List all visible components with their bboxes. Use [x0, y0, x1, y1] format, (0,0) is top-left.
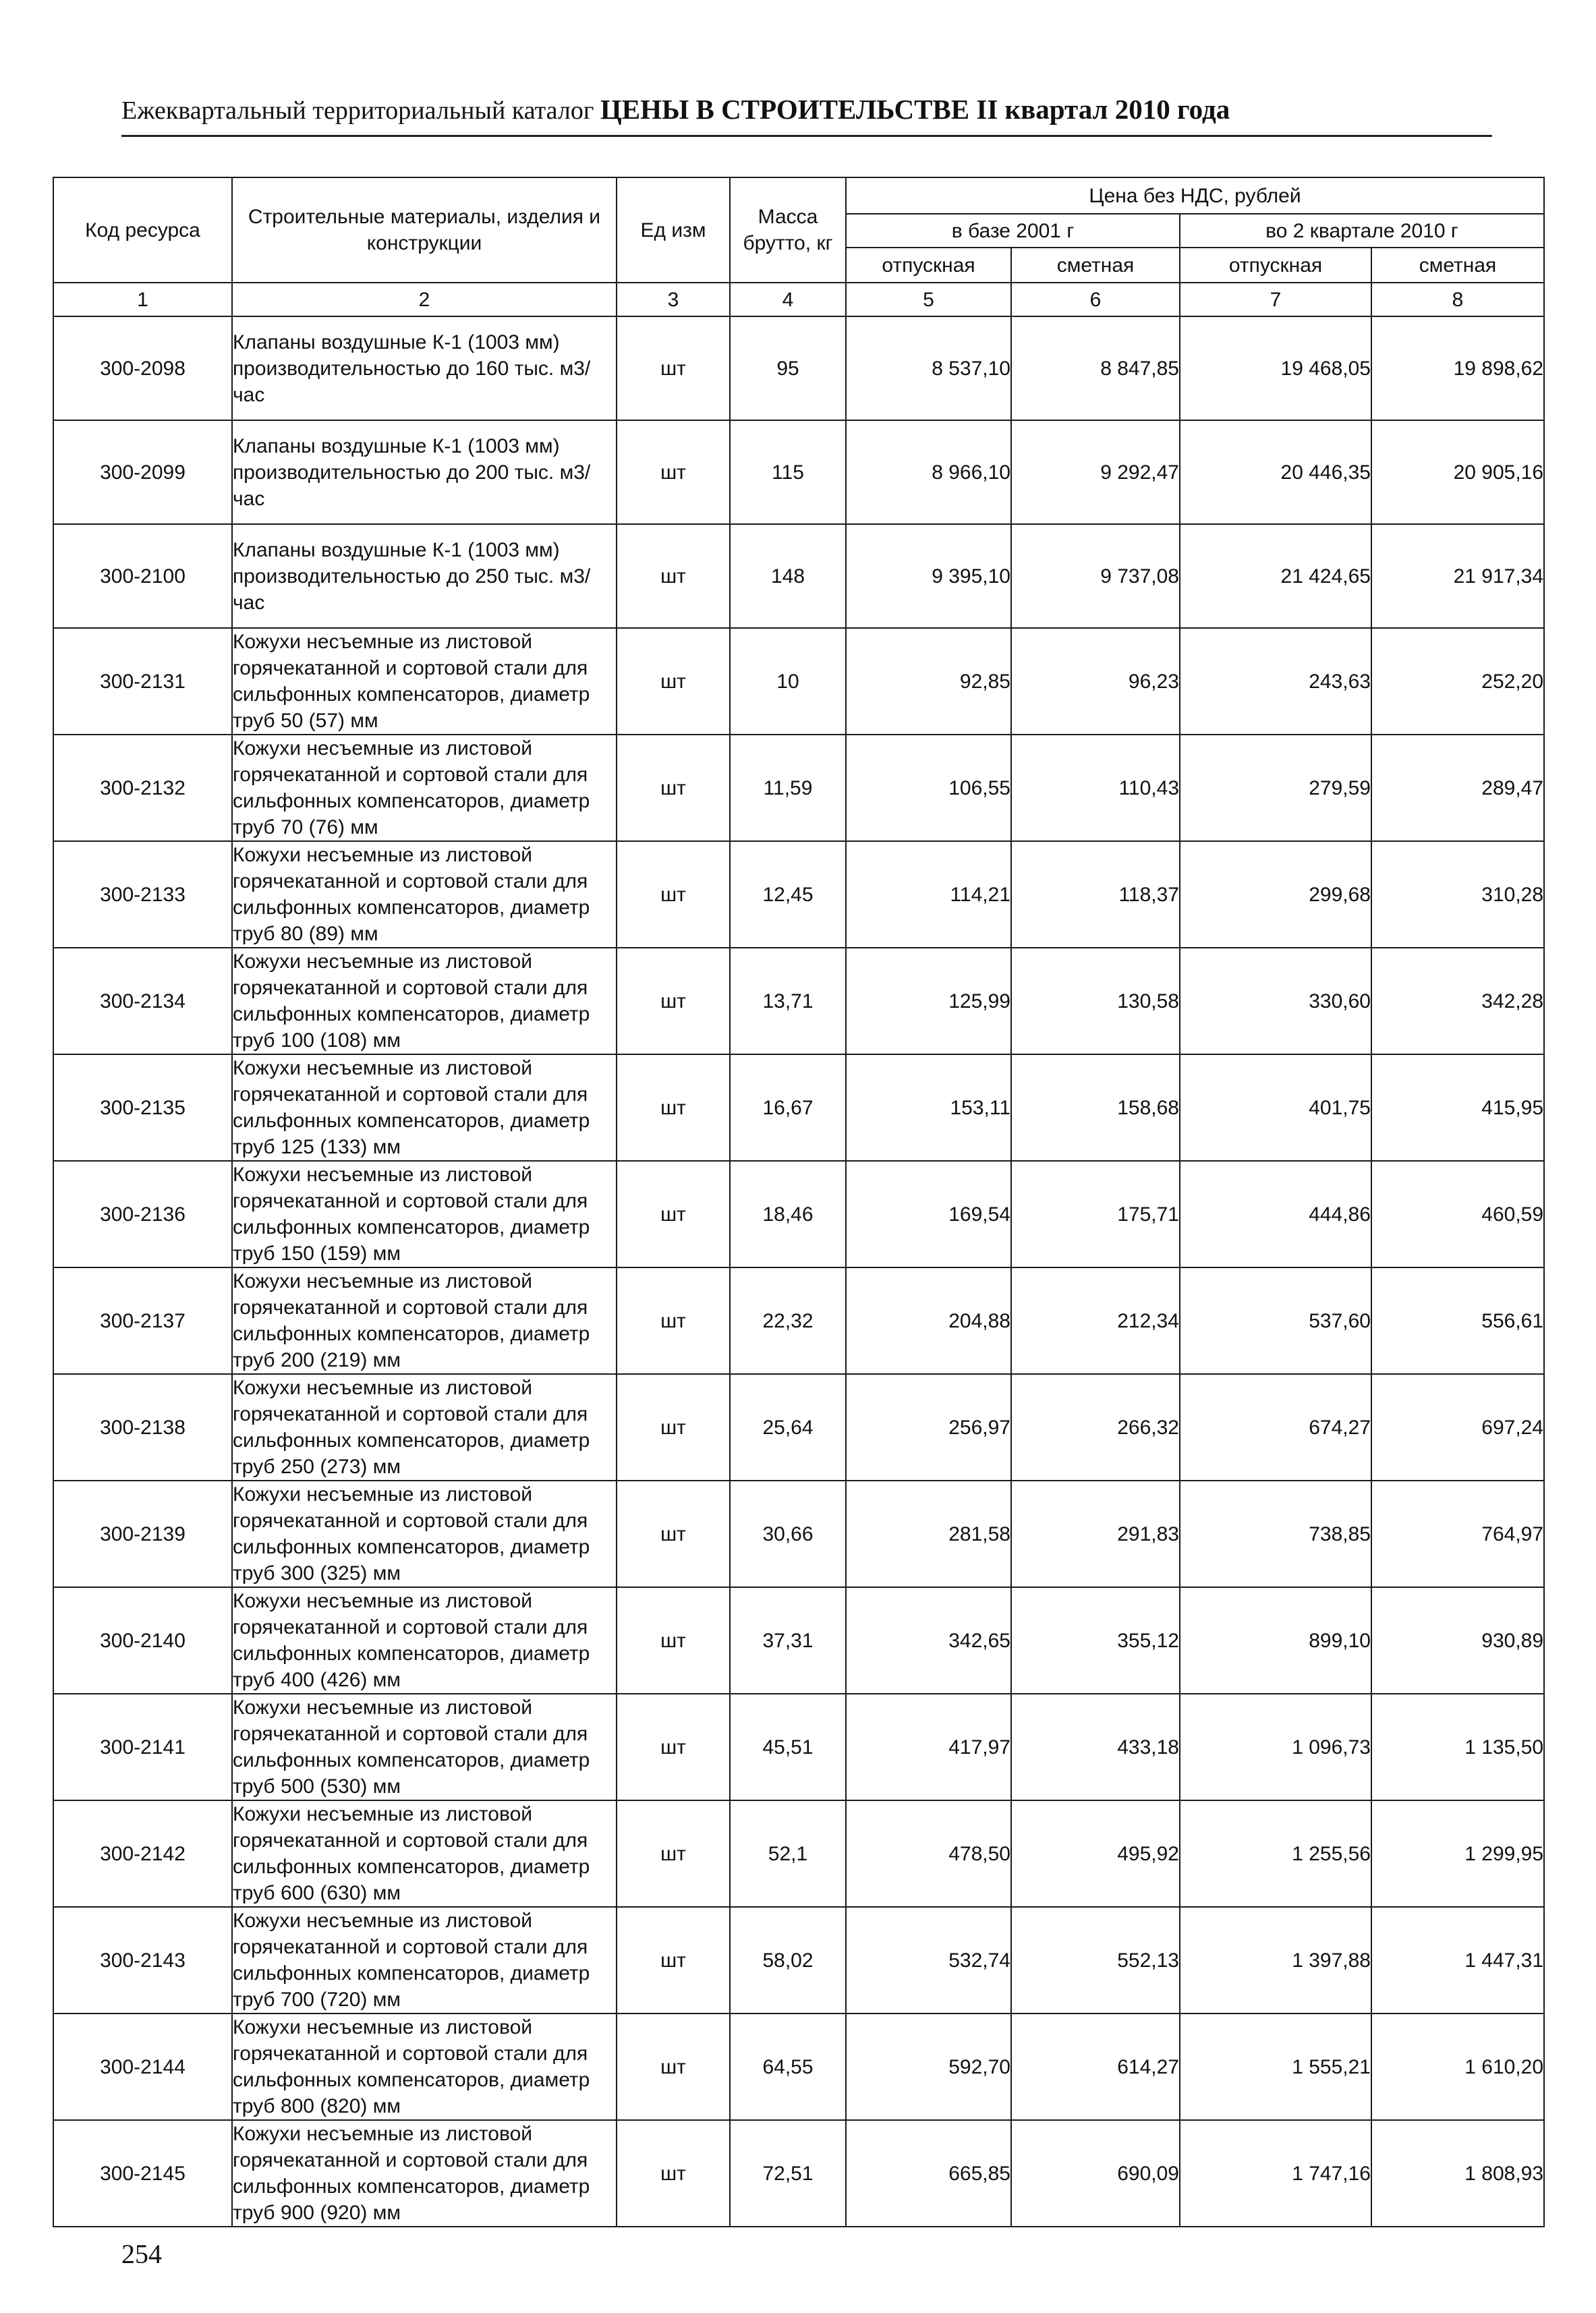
price-smet-2001-cell: 212,34 [1011, 1267, 1180, 1374]
price-smet-2001-cell: 291,83 [1011, 1481, 1180, 1587]
price-smet-2001-cell: 8 847,85 [1011, 316, 1180, 420]
price-otp-2010-cell: 20 446,35 [1180, 420, 1371, 524]
resource-code-cell: 300-2138 [53, 1374, 232, 1481]
price-smet-2001-cell: 552,13 [1011, 1907, 1180, 2014]
unit-cell: шт [617, 524, 730, 628]
price-otp-2010-cell: 899,10 [1180, 1587, 1371, 1694]
material-name-cell: Клапаны воздушные К-1 (1003 мм) производительностью до 250 тыс. м3/час [232, 524, 617, 628]
table-row [53, 1267, 1544, 1374]
price-otp-2001-cell: 256,97 [846, 1374, 1011, 1481]
price-otp-2001-cell: 153,11 [846, 1054, 1011, 1161]
mass-cell: 11,59 [730, 735, 846, 841]
mass-cell: 52,1 [730, 1800, 846, 1907]
header-mass: Масса брутто, кг [730, 177, 846, 283]
mass-cell: 64,55 [730, 2014, 846, 2120]
price-otp-2001-cell: 417,97 [846, 1694, 1011, 1800]
price-otp-2010-cell: 1 096,73 [1180, 1694, 1371, 1800]
price-otp-2001-cell: 204,88 [846, 1267, 1011, 1374]
header-price: Цена без НДС, рублей [846, 177, 1544, 214]
resource-code-cell: 300-2134 [53, 948, 232, 1054]
price-otp-2001-cell: 8 537,10 [846, 316, 1011, 420]
header-base-2001: в базе 2001 г [846, 214, 1180, 248]
price-otp-2001-cell: 9 395,10 [846, 524, 1011, 628]
price-otp-2010-cell: 1 555,21 [1180, 2014, 1371, 2120]
table-row [53, 735, 1544, 841]
unit-cell: шт [617, 316, 730, 420]
resource-code-cell: 300-2142 [53, 1800, 232, 1907]
price-otp-2010-cell: 537,60 [1180, 1267, 1371, 1374]
price-otp-2001-cell: 665,85 [846, 2120, 1011, 2227]
price-smet-2001-cell: 690,09 [1011, 2120, 1180, 2227]
header-q2-2010: во 2 квартале 2010 г [1180, 214, 1544, 248]
price-smet-2010-cell: 764,97 [1371, 1481, 1544, 1587]
column-number: 5 [846, 283, 1011, 316]
table-row [53, 1161, 1544, 1267]
mass-cell: 18,46 [730, 1161, 846, 1267]
table-row [53, 1374, 1544, 1481]
unit-cell: шт [617, 1267, 730, 1374]
unit-cell: шт [617, 735, 730, 841]
unit-cell: шт [617, 1907, 730, 2014]
price-smet-2010-cell: 310,28 [1371, 841, 1544, 948]
mass-cell: 37,31 [730, 1587, 846, 1694]
column-number: 2 [232, 283, 617, 316]
price-otp-2010-cell: 19 468,05 [1180, 316, 1371, 420]
table-row [53, 1054, 1544, 1161]
header-smet-2010: сметная [1371, 248, 1544, 283]
price-smet-2010-cell: 20 905,16 [1371, 420, 1544, 524]
column-number: 4 [730, 283, 846, 316]
resource-code-cell: 300-2145 [53, 2120, 232, 2227]
price-smet-2010-cell: 415,95 [1371, 1054, 1544, 1161]
table-row [53, 1694, 1544, 1800]
mass-cell: 115 [730, 420, 846, 524]
header-title: ЦЕНЫ В СТРОИТЕЛЬСТВЕ II квартал 2010 года [600, 94, 1230, 125]
price-smet-2001-cell: 130,58 [1011, 948, 1180, 1054]
column-number-row [53, 283, 1544, 316]
price-otp-2010-cell: 299,68 [1180, 841, 1371, 948]
material-name-cell: Кожухи несъемные из листовой горячекатанной и сортовой стали для сильфонных компенсаторов, диаметр труб 100 (108) мм [232, 948, 617, 1054]
material-name-cell: Кожухи несъемные из листовой горячекатанной и сортовой стали для сильфонных компенсаторов, диаметр труб 125 (133) мм [232, 1054, 617, 1161]
price-smet-2001-cell: 9 737,08 [1011, 524, 1180, 628]
mass-cell: 10 [730, 628, 846, 735]
price-otp-2010-cell: 279,59 [1180, 735, 1371, 841]
unit-cell: шт [617, 841, 730, 948]
resource-code-cell: 300-2139 [53, 1481, 232, 1587]
resource-code-cell: 300-2132 [53, 735, 232, 841]
price-otp-2001-cell: 281,58 [846, 1481, 1011, 1587]
unit-cell: шт [617, 1161, 730, 1267]
price-otp-2010-cell: 21 424,65 [1180, 524, 1371, 628]
price-otp-2010-cell: 738,85 [1180, 1481, 1371, 1587]
material-name-cell: Кожухи несъемные из листовой горячекатанной и сортовой стали для сильфонных компенсаторов, диаметр труб 900 (920) мм [232, 2120, 617, 2227]
price-otp-2001-cell: 8 966,10 [846, 420, 1011, 524]
material-name-cell: Кожухи несъемные из листовой горячекатанной и сортовой стали для сильфонных компенсаторов, диаметр труб 150 (159) мм [232, 1161, 617, 1267]
material-name-cell: Кожухи несъемные из листовой горячекатанной и сортовой стали для сильфонных компенсаторов, диаметр труб 80 (89) мм [232, 841, 617, 948]
mass-cell: 16,67 [730, 1054, 846, 1161]
material-name-cell: Кожухи несъемные из листовой горячекатанной и сортовой стали для сильфонных компенсаторов, диаметр труб 400 (426) мм [232, 1587, 617, 1694]
unit-cell: шт [617, 1374, 730, 1481]
table-row [53, 420, 1544, 524]
price-smet-2010-cell: 460,59 [1371, 1161, 1544, 1267]
unit-cell: шт [617, 948, 730, 1054]
price-otp-2010-cell: 1 397,88 [1180, 1907, 1371, 2014]
mass-cell: 72,51 [730, 2120, 846, 2227]
header-smet-2001: сметная [1011, 248, 1180, 283]
price-smet-2010-cell: 556,61 [1371, 1267, 1544, 1374]
price-otp-2010-cell: 1 255,56 [1180, 1800, 1371, 1907]
column-number: 6 [1011, 283, 1180, 316]
price-smet-2001-cell: 266,32 [1011, 1374, 1180, 1481]
price-smet-2001-cell: 110,43 [1011, 735, 1180, 841]
price-otp-2010-cell: 243,63 [1180, 628, 1371, 735]
price-smet-2010-cell: 1 447,31 [1371, 1907, 1544, 2014]
price-smet-2010-cell: 21 917,34 [1371, 524, 1544, 628]
mass-cell: 12,45 [730, 841, 846, 948]
resource-code-cell: 300-2136 [53, 1161, 232, 1267]
table-row [53, 628, 1544, 735]
header-unit: Ед изм [617, 177, 730, 283]
resource-code-cell: 300-2135 [53, 1054, 232, 1161]
price-otp-2001-cell: 169,54 [846, 1161, 1011, 1267]
price-smet-2010-cell: 1 299,95 [1371, 1800, 1544, 1907]
price-otp-2010-cell: 674,27 [1180, 1374, 1371, 1481]
price-otp-2010-cell: 1 747,16 [1180, 2120, 1371, 2227]
resource-code-cell: 300-2098 [53, 316, 232, 420]
header-code: Код ресурса [53, 177, 232, 283]
material-name-cell: Кожухи несъемные из листовой горячекатанной и сортовой стали для сильфонных компенсаторов, диаметр труб 50 (57) мм [232, 628, 617, 735]
unit-cell: шт [617, 1587, 730, 1694]
price-smet-2001-cell: 614,27 [1011, 2014, 1180, 2120]
table-row [53, 1907, 1544, 2014]
price-smet-2001-cell: 433,18 [1011, 1694, 1180, 1800]
unit-cell: шт [617, 1694, 730, 1800]
price-otp-2010-cell: 444,86 [1180, 1161, 1371, 1267]
unit-cell: шт [617, 420, 730, 524]
material-name-cell: Кожухи несъемные из листовой горячекатанной и сортовой стали для сильфонных компенсаторов, диаметр труб 300 (325) мм [232, 1481, 617, 1587]
price-smet-2001-cell: 96,23 [1011, 628, 1180, 735]
page-header [121, 93, 1491, 125]
price-otp-2010-cell: 401,75 [1180, 1054, 1371, 1161]
mass-cell: 25,64 [730, 1374, 846, 1481]
unit-cell: шт [617, 1800, 730, 1907]
price-otp-2001-cell: 342,65 [846, 1587, 1011, 1694]
material-name-cell: Кожухи несъемные из листовой горячекатанной и сортовой стали для сильфонных компенсаторов, диаметр труб 500 (530) мм [232, 1694, 617, 1800]
header-prefix: Ежеквартальный территориальный каталог [121, 96, 594, 125]
column-number: 1 [53, 283, 232, 316]
resource-code-cell: 300-2137 [53, 1267, 232, 1374]
table-row [53, 948, 1544, 1054]
material-name-cell: Кожухи несъемные из листовой горячекатанной и сортовой стали для сильфонных компенсаторов, диаметр труб 200 (219) мм [232, 1267, 617, 1374]
price-smet-2001-cell: 175,71 [1011, 1161, 1180, 1267]
resource-code-cell: 300-2131 [53, 628, 232, 735]
column-number: 7 [1180, 283, 1371, 316]
column-number: 8 [1371, 283, 1544, 316]
material-name-cell: Кожухи несъемные из листовой горячекатанной и сортовой стали для сильфонных компенсаторов, диаметр труб 700 (720) мм [232, 1907, 617, 2014]
table-row [53, 2120, 1544, 2227]
resource-code-cell: 300-2141 [53, 1694, 232, 1800]
material-name-cell: Кожухи несъемные из листовой горячекатанной и сортовой стали для сильфонных компенсаторов, диаметр труб 800 (820) мм [232, 2014, 617, 2120]
table-row [53, 524, 1544, 628]
column-number: 3 [617, 283, 730, 316]
table-row [53, 2014, 1544, 2120]
price-smet-2010-cell: 342,28 [1371, 948, 1544, 1054]
price-otp-2001-cell: 592,70 [846, 2014, 1011, 2120]
mass-cell: 58,02 [730, 1907, 846, 2014]
unit-cell: шт [617, 1481, 730, 1587]
price-smet-2001-cell: 158,68 [1011, 1054, 1180, 1161]
table-row [53, 841, 1544, 948]
material-name-cell: Кожухи несъемные из листовой горячекатанной и сортовой стали для сильфонных компенсаторов, диаметр труб 70 (76) мм [232, 735, 617, 841]
resource-code-cell: 300-2100 [53, 524, 232, 628]
unit-cell: шт [617, 1054, 730, 1161]
price-otp-2001-cell: 114,21 [846, 841, 1011, 948]
price-otp-2001-cell: 532,74 [846, 1907, 1011, 2014]
price-smet-2001-cell: 118,37 [1011, 841, 1180, 948]
header-name: Строительные материалы, изделия и конструкции [232, 177, 617, 283]
price-smet-2001-cell: 495,92 [1011, 1800, 1180, 1907]
price-smet-2010-cell: 289,47 [1371, 735, 1544, 841]
material-name-cell: Кожухи несъемные из листовой горячекатанной и сортовой стали для сильфонных компенсаторов, диаметр труб 250 (273) мм [232, 1374, 617, 1481]
table-row [53, 1587, 1544, 1694]
mass-cell: 95 [730, 316, 846, 420]
resource-code-cell: 300-2133 [53, 841, 232, 948]
price-table [53, 177, 1545, 2227]
price-smet-2010-cell: 1 808,93 [1371, 2120, 1544, 2227]
unit-cell: шт [617, 2014, 730, 2120]
price-smet-2001-cell: 355,12 [1011, 1587, 1180, 1694]
mass-cell: 13,71 [730, 948, 846, 1054]
price-smet-2010-cell: 697,24 [1371, 1374, 1544, 1481]
mass-cell: 22,32 [730, 1267, 846, 1374]
price-otp-2001-cell: 106,55 [846, 735, 1011, 841]
table-row [53, 1481, 1544, 1587]
unit-cell: шт [617, 628, 730, 735]
resource-code-cell: 300-2144 [53, 2014, 232, 2120]
mass-cell: 148 [730, 524, 846, 628]
unit-cell: шт [617, 2120, 730, 2227]
resource-code-cell: 300-2143 [53, 1907, 232, 2014]
resource-code-cell: 300-2140 [53, 1587, 232, 1694]
header-otp-2001: отпускная [846, 248, 1011, 283]
price-smet-2010-cell: 252,20 [1371, 628, 1544, 735]
price-smet-2010-cell: 930,89 [1371, 1587, 1544, 1694]
resource-code-cell: 300-2099 [53, 420, 232, 524]
table-row [53, 1800, 1544, 1907]
price-otp-2001-cell: 92,85 [846, 628, 1011, 735]
page-number: 254 [121, 2239, 162, 2269]
material-name-cell: Кожухи несъемные из листовой горячекатанной и сортовой стали для сильфонных компенсаторов, диаметр труб 600 (630) мм [232, 1800, 617, 1907]
price-smet-2001-cell: 9 292,47 [1011, 420, 1180, 524]
price-smet-2010-cell: 1 135,50 [1371, 1694, 1544, 1800]
material-name-cell: Клапаны воздушные К-1 (1003 мм) производительностью до 200 тыс. м3/час [232, 420, 617, 524]
price-otp-2001-cell: 125,99 [846, 948, 1011, 1054]
mass-cell: 45,51 [730, 1694, 846, 1800]
header-rule [121, 135, 1492, 137]
material-name-cell: Клапаны воздушные К-1 (1003 мм) производительностью до 160 тыс. м3/час [232, 316, 617, 420]
price-smet-2010-cell: 19 898,62 [1371, 316, 1544, 420]
price-smet-2010-cell: 1 610,20 [1371, 2014, 1544, 2120]
table-row [53, 316, 1544, 420]
header-otp-2010: отпускная [1180, 248, 1371, 283]
price-otp-2001-cell: 478,50 [846, 1800, 1011, 1907]
mass-cell: 30,66 [730, 1481, 846, 1587]
price-otp-2010-cell: 330,60 [1180, 948, 1371, 1054]
